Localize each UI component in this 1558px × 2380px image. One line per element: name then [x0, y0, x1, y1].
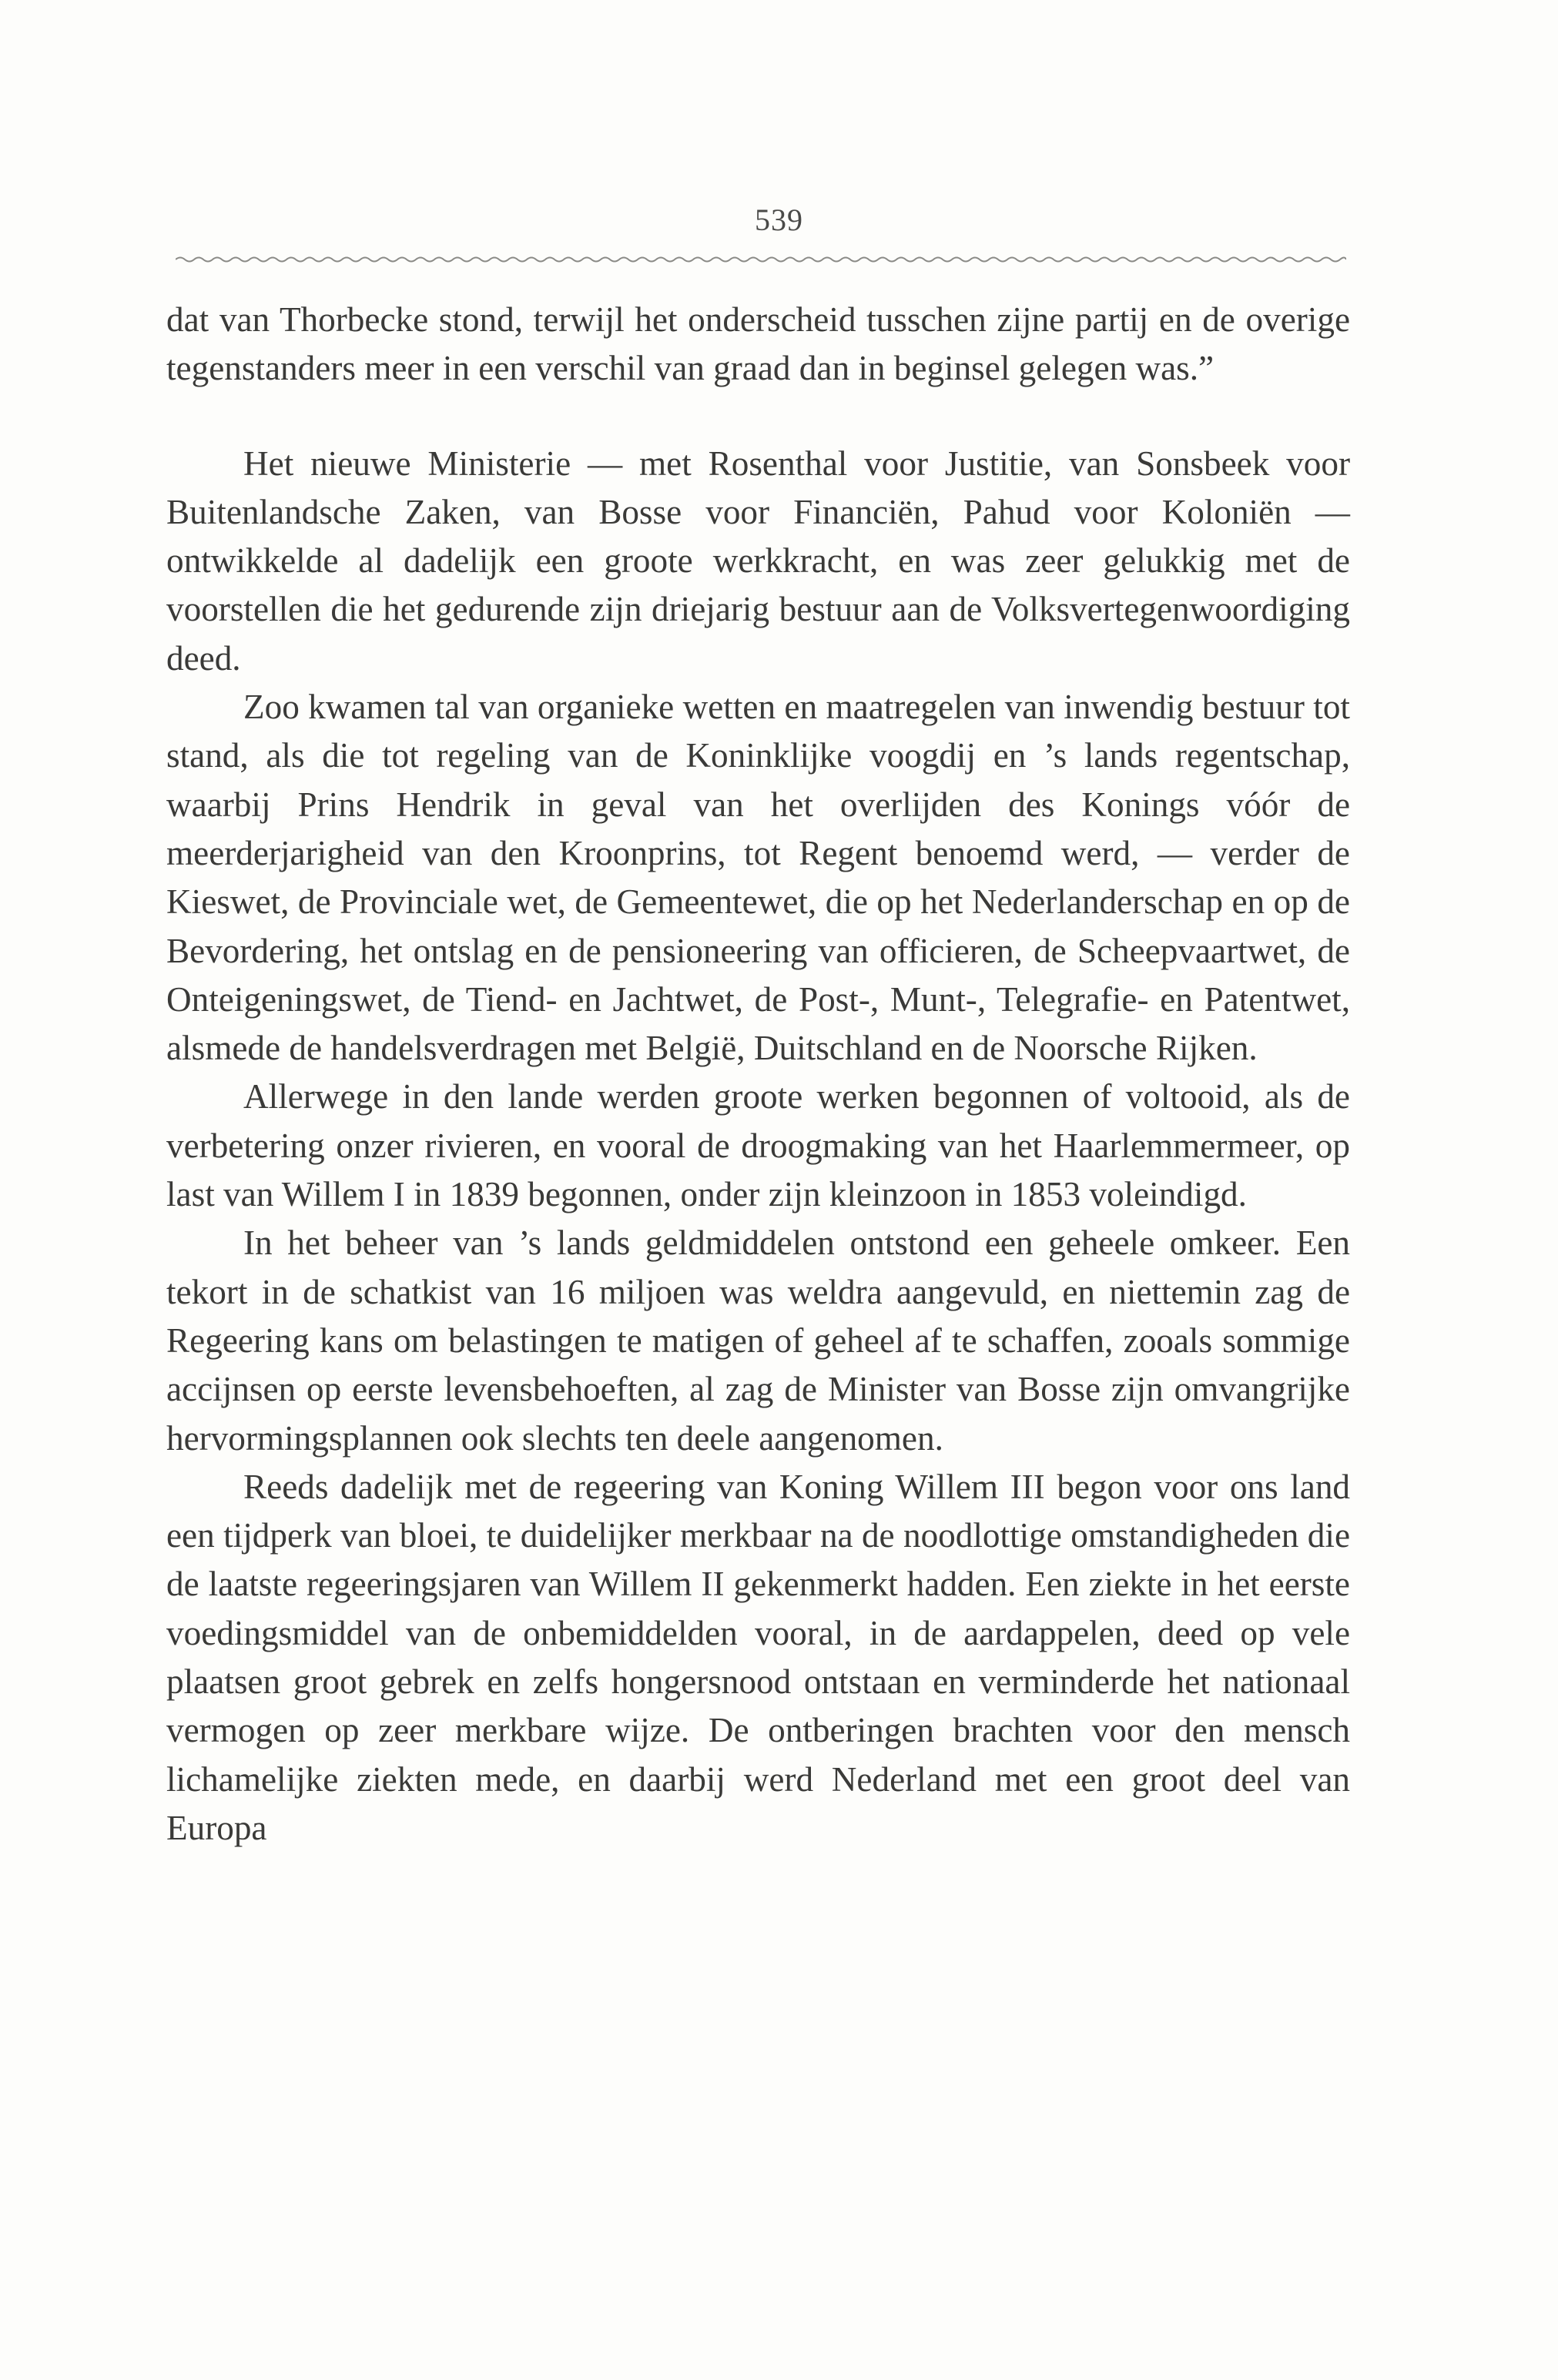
paragraph: dat van Thorbecke stond, terwijl het onderscheid tusschen zijne partij en de overige tegenstanders meer in een verschil van graad dan in beginsel gelegen was.”	[166, 300, 1350, 388]
paragraph: Het nieuwe Ministerie — met Rosenthal voor Justitie, van Sonsbeek voor Buitenlandsche Zaken, van Bosse voor Financiën, Pahud voor Koloniën — ontwikkelde al dadelijk een groote werkkracht, en was zeer gelukkig met de voorstellen die het gedurende zijn driejarig bestuur aan de Volksvertegenwoordiging deed.	[166, 444, 1350, 678]
body-text	[166, 296, 1350, 1853]
paragraph: Reeds dadelijk met de regeering van Koning Willem III begon voor ons land een tijdperk van bloei, te duidelijker merkbaar na de noodlottige omstandigheden die de laatste regeeringsjaren van Willem II gekenmerkt hadden. Een ziekte in het eerste voedingsmiddel van de onbemiddelden vooral, in de aardappelen, deed op vele plaatsen groot gebrek en zelfs hongersnood ontstaan en verminderde het nationaal vermogen op zeer merkbare wijze. De ontberingen brachten voor den mensch lichamelijke ziekten mede, en daarbij werd Nederland met een groot deel van Europa	[166, 1467, 1350, 1847]
paragraph: Zoo kwamen tal van organieke wetten en maatregelen van inwendig bestuur tot stand, als die tot regeling van de Koninklijke voogdij en ’s lands regentschap, waarbij Prins Hendrik in geval van het overlijden des Konings vóór de meerderjarigheid van den Kroonprins, tot Regent benoemd werd, — verder de Kieswet, de Provinciale wet, de Gemeentewet, die op het Nederlanderschap en op de Bevordering, het ontslag en de pensioneering van officieren, de Scheepvaartwet, de Onteigeningswet, de Tiend- en Jachtwet, de Post-, Munt-, Telegrafie- en Patentwet, alsmede de handelsverdragen met België, Duitschland en de Noorsche Rijken.	[166, 688, 1350, 1068]
decorative-rule	[176, 254, 1346, 265]
paragraph: In het beheer van ’s lands geldmiddelen ontstond een geheele omkeer. Een tekort in de schatkist van 16 miljoen was weldra aangevuld, en niettemin zag de Regeering kans om belastingen te matigen of geheel af te schaffen, zooals sommige accijnsen op eerste levensbehoeften, al zag de Minister van Bosse zijn omvangrijke hervormingsplannen ook slechts ten deele aangenomen.	[166, 1223, 1350, 1458]
paragraph-gap	[166, 393, 1350, 440]
paragraph: Allerwege in den lande werden groote werken begonnen of voltooid, als de verbetering onzer rivieren, en vooral de droogmaking van het Haarlemmermeer, op last van Willem I in 1839 begonnen, onder zijn kleinzoon in 1853 voleindigd.	[166, 1077, 1350, 1214]
page-number: 539	[755, 203, 803, 237]
